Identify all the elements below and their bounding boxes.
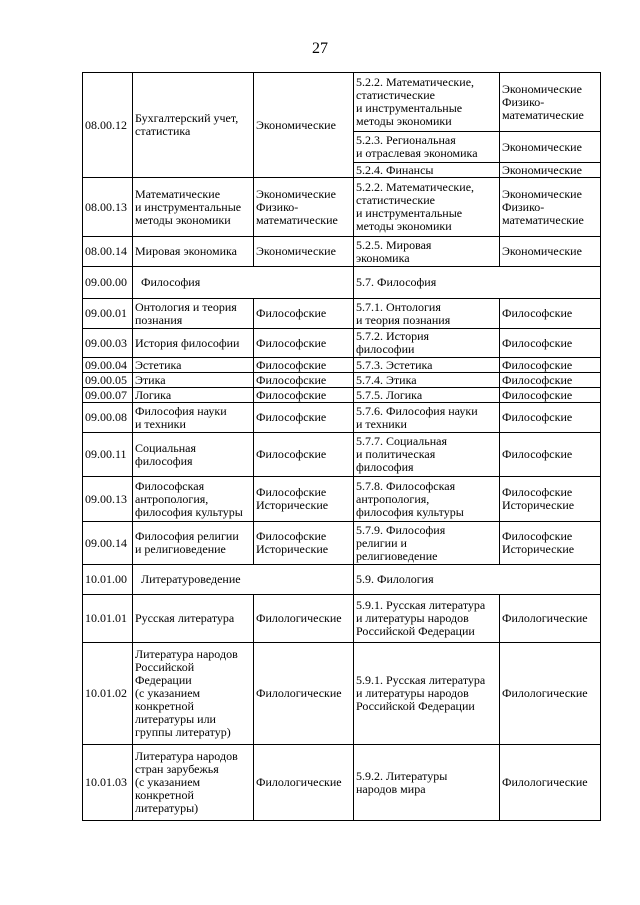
old-code-cell: 09.00.11 [83, 433, 133, 477]
old-branch-cell: Философские [254, 403, 354, 433]
old-branch-cell: Экономические Физико- математические [254, 178, 354, 237]
table-row [83, 373, 601, 388]
table-row [83, 237, 601, 267]
specialties-correspondence-table [82, 72, 601, 821]
old-code-cell: 10.01.01 [83, 595, 133, 643]
old-code-cell: 10.01.00 [83, 565, 133, 595]
new-spec-cell: 5.2.2. Математические, статистические и инструментальные методы экономики [354, 178, 500, 237]
old-branch-cell: Философские [254, 329, 354, 358]
old-name-cell: Философия науки и техники [133, 403, 254, 433]
old-code-cell: 09.00.13 [83, 477, 133, 522]
new-spec-cell: 5.7.8. Философская антропология, философия культуры [354, 477, 500, 522]
new-group-name-cell: 5.7. Философия [354, 267, 601, 299]
old-code-cell: 09.00.05 [83, 373, 133, 388]
old-group-name-cell: Литературоведение [133, 565, 354, 595]
old-code-cell: 08.00.14 [83, 237, 133, 267]
old-code-cell: 10.01.03 [83, 745, 133, 821]
new-branch-cell: Экономические Физико- математические [500, 178, 601, 237]
new-spec-cell: 5.7.9. Философия религии и религиоведение [354, 522, 500, 565]
old-code-cell: 10.01.02 [83, 643, 133, 745]
old-branch-cell: Экономические [254, 237, 354, 267]
table-row [83, 267, 601, 299]
new-spec-cell: 5.7.6. Философия науки и техники [354, 403, 500, 433]
old-name-cell: История философии [133, 329, 254, 358]
table-row [83, 73, 601, 132]
old-branch-cell: Филологические [254, 643, 354, 745]
old-group-name-cell: Философия [133, 267, 354, 299]
old-branch-cell: Филологические [254, 745, 354, 821]
old-name-cell: Бухгалтерский учет, статистика [133, 73, 254, 178]
new-spec-cell: 5.2.2. Математические, статистические и инструментальные методы экономики [354, 73, 500, 132]
old-branch-cell: Филологические [254, 595, 354, 643]
new-branch-cell: Экономические [500, 132, 601, 163]
old-code-cell: 09.00.04 [83, 358, 133, 373]
table-row [83, 595, 601, 643]
new-spec-cell: 5.7.4. Этика [354, 373, 500, 388]
table-row [83, 299, 601, 329]
old-code-cell: 09.00.03 [83, 329, 133, 358]
new-spec-cell: 5.7.7. Социальная и политическая философия [354, 433, 500, 477]
new-branch-cell: Философские [500, 403, 601, 433]
old-code-cell: 08.00.12 [83, 73, 133, 178]
old-code-cell: 09.00.08 [83, 403, 133, 433]
new-branch-cell: Философские [500, 329, 601, 358]
new-branch-cell: Философские [500, 373, 601, 388]
table-row [83, 358, 601, 373]
old-code-cell: 09.00.07 [83, 388, 133, 403]
table-row [83, 178, 601, 237]
old-code-cell: 09.00.01 [83, 299, 133, 329]
old-branch-cell: Философские Исторические [254, 477, 354, 522]
new-branch-cell: Философские Исторические [500, 477, 601, 522]
table-row [83, 643, 601, 745]
old-code-cell: 09.00.00 [83, 267, 133, 299]
new-branch-cell: Философские [500, 388, 601, 403]
page-number: 27 [312, 40, 328, 57]
new-branch-cell: Экономические [500, 163, 601, 178]
old-branch-cell: Философские [254, 373, 354, 388]
new-spec-cell: 5.2.5. Мировая экономика [354, 237, 500, 267]
new-branch-cell: Философские [500, 433, 601, 477]
new-spec-cell: 5.2.4. Финансы [354, 163, 500, 178]
table-row [83, 565, 601, 595]
new-branch-cell: Филологические [500, 595, 601, 643]
table-row [83, 745, 601, 821]
old-branch-cell: Экономические [254, 73, 354, 178]
new-spec-cell: 5.9.1. Русская литература и литературы народов Российской Федерации [354, 643, 500, 745]
old-branch-cell: Философские [254, 388, 354, 403]
old-name-cell: Математические и инструментальные методы экономики [133, 178, 254, 237]
new-spec-cell: 5.7.1. Онтология и теория познания [354, 299, 500, 329]
new-group-name-cell: 5.9. Филология [354, 565, 601, 595]
old-name-cell: Мировая экономика [133, 237, 254, 267]
table-row [83, 329, 601, 358]
old-branch-cell: Философские [254, 358, 354, 373]
old-name-cell: Эстетика [133, 358, 254, 373]
old-branch-cell: Философские Исторические [254, 522, 354, 565]
new-branch-cell: Философские Исторические [500, 522, 601, 565]
table-row [83, 477, 601, 522]
new-spec-cell: 5.9.2. Литературы народов мира [354, 745, 500, 821]
old-name-cell: Русская литература [133, 595, 254, 643]
old-code-cell: 08.00.13 [83, 178, 133, 237]
new-spec-cell: 5.7.5. Логика [354, 388, 500, 403]
new-branch-cell: Экономические [500, 237, 601, 267]
old-name-cell: Этика [133, 373, 254, 388]
new-branch-cell: Философские [500, 358, 601, 373]
old-name-cell: Литература народов Российской Федерации (с указанием конкретной литературы или группы литератур) [133, 643, 254, 745]
old-name-cell: Литература народов стран зарубежья (с указанием конкретной литературы) [133, 745, 254, 821]
old-name-cell: Социальная философия [133, 433, 254, 477]
table-row [83, 388, 601, 403]
new-spec-cell: 5.2.3. Региональная и отраслевая экономика [354, 132, 500, 163]
table-row [83, 522, 601, 565]
old-code-cell: 09.00.14 [83, 522, 133, 565]
new-branch-cell: Филологические [500, 643, 601, 745]
table-row [83, 403, 601, 433]
new-branch-cell: Филологические [500, 745, 601, 821]
old-name-cell: Логика [133, 388, 254, 403]
old-name-cell: Философская антропология, философия культуры [133, 477, 254, 522]
new-spec-cell: 5.7.2. История философии [354, 329, 500, 358]
table-row [83, 433, 601, 477]
new-branch-cell: Экономические Физико- математические [500, 73, 601, 132]
old-branch-cell: Философские [254, 299, 354, 329]
old-branch-cell: Философские [254, 433, 354, 477]
old-name-cell: Философия религии и религиоведение [133, 522, 254, 565]
new-spec-cell: 5.7.3. Эстетика [354, 358, 500, 373]
old-name-cell: Онтология и теория познания [133, 299, 254, 329]
new-spec-cell: 5.9.1. Русская литература и литературы народов Российской Федерации [354, 595, 500, 643]
new-branch-cell: Философские [500, 299, 601, 329]
